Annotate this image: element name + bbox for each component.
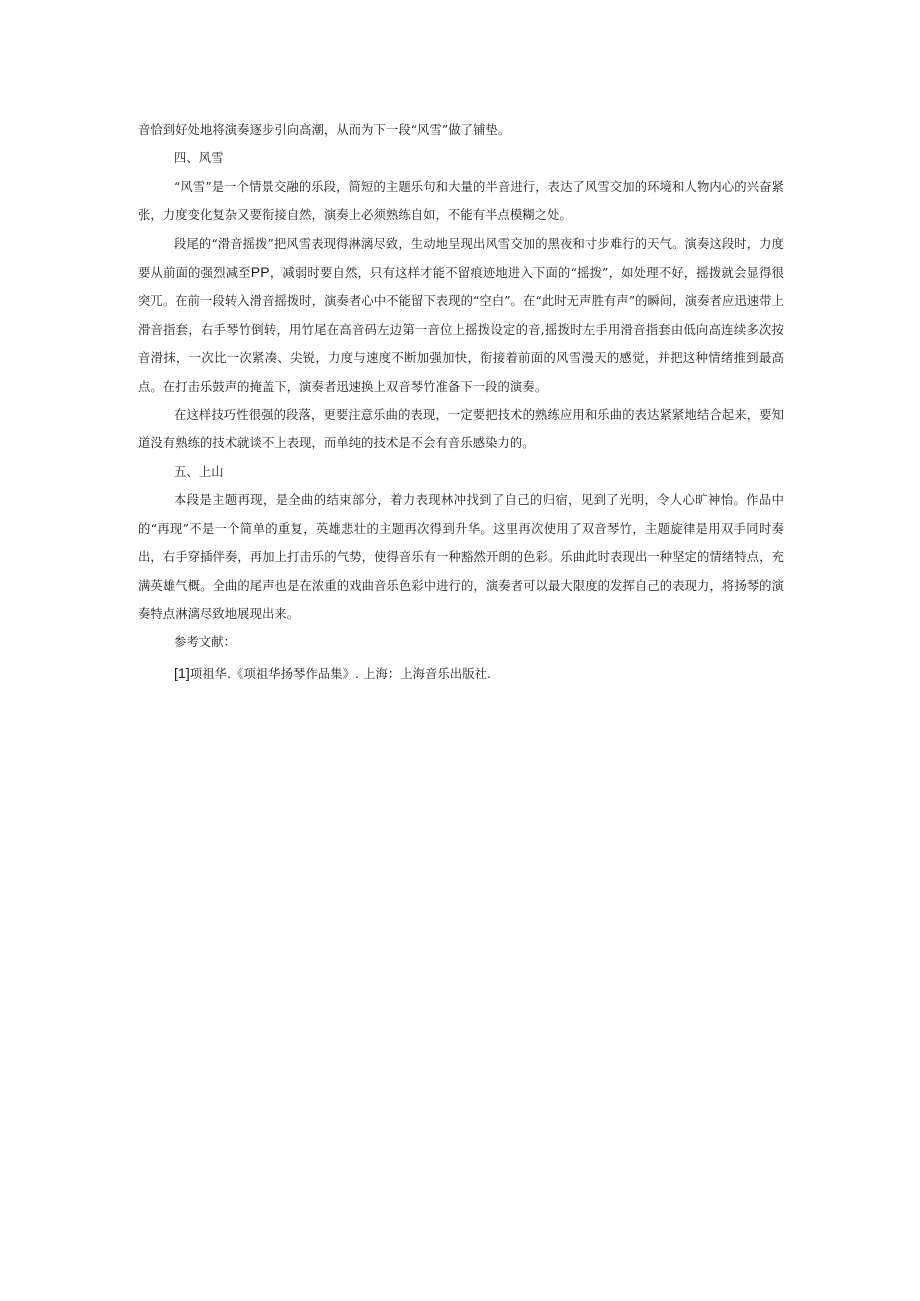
shangshan-paragraph: 本段是主题再现，是全曲的结束部分，着力表现林冲找到了自己的归宿，见到了光明，令人心旷神怡。作品中的“再现”不是一个简单的重复，英雄悲壮的主题再次得到升华。这里再次使用了双音琴竹，主题旋律是用双手同时奏出，右手穿插伴奏，再加上打击乐的气势，使得音乐有一种豁然开朗的色彩。乐曲此时表现出一种坚定的情绪特点，充满英雄气概。全曲的尾声也是在浓重的戏曲音乐色彩中进行的，演奏者可以最大限度的发挥自己的表现力，将扬琴的演奏特点淋漓尽致地展现出来。: [138, 493, 784, 621]
reference-item-1: [138, 659, 784, 688]
fengxue-paragraph-1: “风雪”是一个情景交融的乐段，简短的主题乐句和大量的半音进行，表达了风雪交加的环境和人物内心的兴奋紧张，力度变化复杂又要衔接自然，演奏上必须熟练自如，不能有半点模糊之处。: [138, 179, 784, 223]
section-heading-shangshan: 五、上山: [174, 464, 224, 479]
fengxue-paragraph-2-part-b: ，减弱时要自然，只有这样才能不留痕迹地进入下面的“摇拨”，如处理不好，摇拨就会显得很突兀。在前一段转入滑音摇拨时，演奏者心中不能留下表现的“空白”。在“此时无声胜有声”的瞬间，演奏者应迅速带上滑音指套，右手琴竹倒转，用竹尾在高音码左边第一音位上摇拨设定的音,摇拨时左手用滑音指套由低向高连续多次按音滑抹，一次比一次紧凑、尖锐，力度与速度不断加强加快，衔接着前面的风雪漫天的感觉，并把这种情绪推到最高点。在打击乐鼓声的掩盖下，演奏者迅速换上双音琴竹准备下一段的演奏。: [138, 266, 784, 394]
fengxue-paragraph-2-part-a: 段尾的“滑音摇拨”把风雪表现得淋漓尽致，生动地呈现出风雪交加的黑夜和寸步难行的天气。演奏这段时，力度要从前面的强烈减至: [138, 236, 784, 281]
fengxue-paragraph-3: 在这样技巧性很强的段落，更要注意乐曲的表现，一定要把技术的熟练应用和乐曲的表达紧紧地结合起来，要知道没有熟练的技术就谈不上表现，而单纯的技术是不会有音乐感染力的。: [138, 408, 784, 451]
section-heading-fengxue: 四、风雪: [174, 151, 224, 166]
references-label: 参考文献：: [174, 635, 236, 650]
intro-paragraph: 音恰到好处地将演奏逐步引向高潮，从而为下一段“风雪”做了铺垫。: [138, 123, 511, 137]
fengxue-paragraph-2: [138, 230, 784, 401]
reference-text: 项祖华.《项祖华扬琴作品集》. 上海：上海音乐出版社.: [189, 666, 492, 681]
document-body: [138, 116, 784, 688]
dynamic-marking-pp: PP: [250, 264, 270, 281]
reference-number: [1]: [174, 664, 190, 681]
